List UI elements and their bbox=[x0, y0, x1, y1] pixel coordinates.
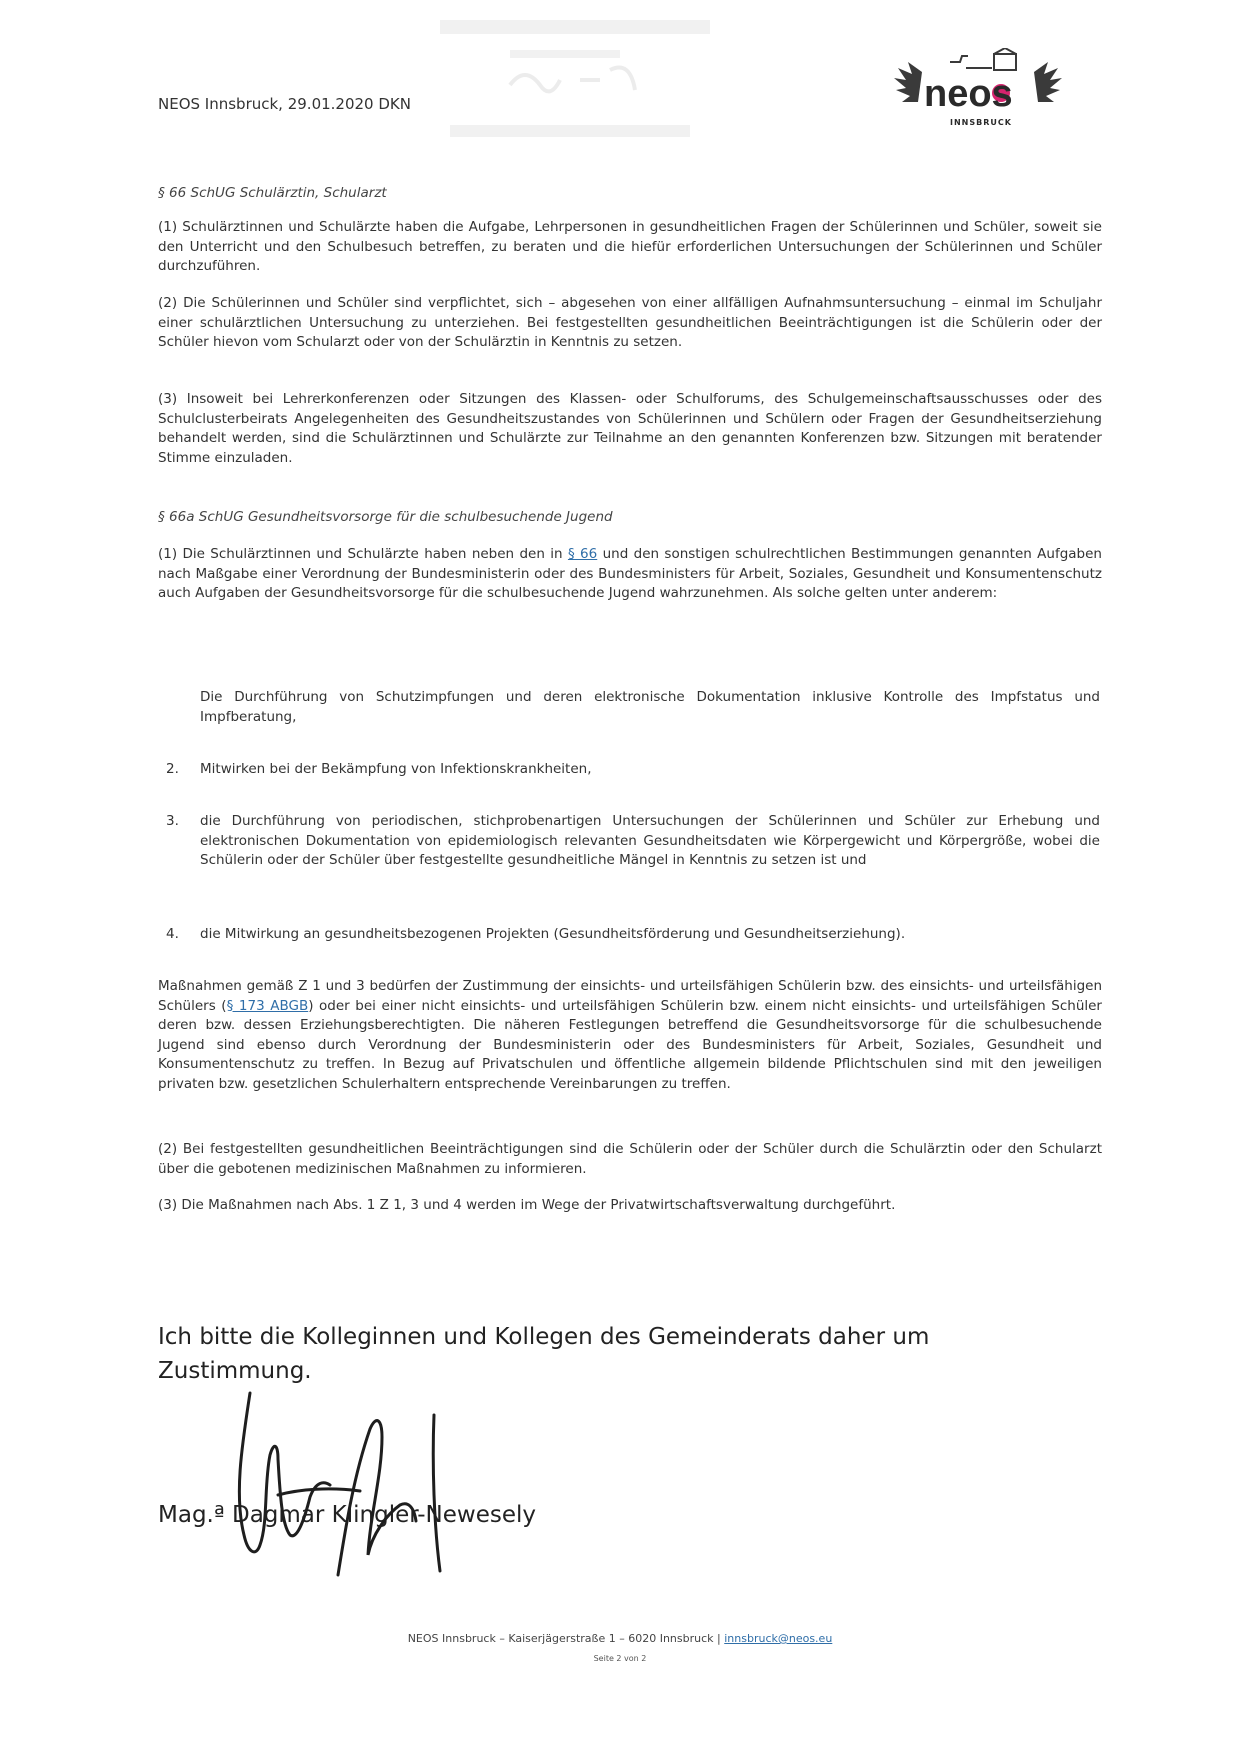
abgb-173-link[interactable]: § 173 ABGB bbox=[226, 997, 309, 1014]
text-run: ) oder bei einer nicht einsichts- und urteilsfähigen Schülerin bzw. einem nicht einsichts- und urteilsfähigen Schüler deren bzw. dessen Erziehungsberechtigten. Die näheren Festlegungen betreffend die Gesundheitsvorsorge für die schulbesuchende Jugend sind ebenso durch Verordnung der Bundesministerin oder des Bundesministers für Arbeit, Soziales, Gesundheit und Konsumentenschutz zu treffen. In Bezug auf Privatschulen und öffentliche allgemein bildende Pflichtschulen sind mit den jeweiligen privaten bzw. gesetzlichen Schulerhaltern entsprechende Vereinbarungen zu treffen. bbox=[158, 997, 1102, 1092]
list-item-number: 2. bbox=[166, 761, 179, 777]
section-66a-paragraph-2: (2) Bei festgestellten gesundheitlichen Beeinträchtigungen sind die Schülerin oder der Schüler durch die Schulärztin oder den Schularzt über die gebotenen medizinischen Maßnahmen zu informieren. bbox=[158, 1141, 1102, 1177]
neos-logo bbox=[888, 48, 1068, 134]
text-run: und den sonstigen schulrechtlichen Bestimmungen genannten Aufgaben nach Maßgabe einer Verordnung der Bundesministerin oder des Bundesministers für Arbeit, Soziales, Gesundheit und Konsumentenschutz auch Aufgaben der Gesundheitsvorsorge für die schulbesuchende Jugend wahrzunehmen. Als solche gelten unter anderem: bbox=[158, 546, 1102, 601]
section-66-link[interactable]: § 66 bbox=[567, 546, 598, 562]
section-66a-heading: § 66a SchUG Gesundheitsvorsorge für die schulbesuchende Jugend bbox=[158, 509, 613, 525]
list-item-text: die Mitwirkung an gesundheitsbezogenen Projekten (Gesundheitsförderung und Gesundheitserziehung). bbox=[200, 926, 906, 942]
footer-address bbox=[0, 1632, 1240, 1645]
logo-subtitle: INNSBRUCK bbox=[950, 118, 1012, 127]
measures-paragraph bbox=[158, 977, 1102, 1094]
list-item-number: 4. bbox=[166, 926, 179, 942]
section-66-paragraph-3: (3) Insoweit bei Lehrerkonferenzen oder Sitzungen des Klassen- oder Schulforums, des Schulgemeinschaftsausschusses oder des Schulclusterbeirats Angelegenheiten des Gesundheitszustandes von Schülerinnen und Schülern oder Fragen der Gesundheitserziehung behandelt werden, sind die Schulärztinnen und Schulärzte zur Teilnahme an den genannten Konferenzen bzw. Sitzungen mit beratender Stimme einzuladen. bbox=[158, 391, 1102, 466]
faint-stamp-mark bbox=[430, 10, 730, 160]
footer-email-link[interactable]: innsbruck@neos.eu bbox=[724, 1632, 833, 1645]
section-66a-paragraph-1 bbox=[158, 545, 1102, 604]
section-66a-paragraph-3: (3) Die Maßnahmen nach Abs. 1 Z 1, 3 und 4 werden im Wege der Privatwirtschaftsverwaltung durchgeführt. bbox=[158, 1197, 896, 1213]
section-66-paragraph-2: (2) Die Schülerinnen und Schüler sind verpflichtet, sich – abgesehen von einer allfälligen Aufnahmsuntersuchung – einmal im Schuljahr einer schulärztlichen Untersuchung zu unterziehen. Bei festgestellten gesundheitlichen Beeinträchtigungen ist die Schülerin oder der Schüler hievon vom Schularzt oder von der Schulärztin in Kenntnis zu setzen. bbox=[158, 295, 1102, 350]
section-66-paragraph-1: (1) Schulärztinnen und Schulärzte haben die Aufgabe, Lehrpersonen in gesundheitlichen Fragen der Schülerinnen und Schüler, soweit sie den Unterricht und den Schulbesuch betreffen, zu beraten und die hiefür erforderlichen Untersuchungen der Schülerinnen und Schüler durchzuführen. bbox=[158, 219, 1102, 274]
text-run: Maßnahmen gemäß Z 1 und 3 bedürfen der Zustimmung der einsichts- und urteilsfähigen Schülerin bzw. des einsichts- und urteilsfähigen Schülers ( bbox=[158, 978, 1102, 1014]
text-run: NEOS Innsbruck – Kaiserjägerstraße 1 – 6020 Innsbruck | bbox=[407, 1632, 725, 1645]
handwritten-signature bbox=[220, 1385, 480, 1585]
text-run: (1) Die Schulärztinnen und Schulärzte haben neben den in bbox=[158, 546, 568, 562]
place-date-line: NEOS Innsbruck, 29.01.2020 DKN bbox=[158, 95, 411, 113]
logo-wordmark: neos bbox=[924, 73, 1013, 115]
page-number: Seite 2 von 2 bbox=[593, 1654, 647, 1663]
list-item-number: 3. bbox=[166, 813, 179, 829]
list-item-text: die Durchführung von periodischen, stichprobenartigen Untersuchungen der Schülerinnen und Schüler zur Erhebung und elektronischen Dokumentation von epidemiologisch relevanten Gesundheitsdaten wie Körpergewicht und Körpergröße, wobei die Schülerin oder der Schüler über festgestellte gesundheitliche Mängel in Kenntnis zu setzen ist und bbox=[200, 813, 1100, 868]
section-66-heading: § 66 SchUG Schulärztin, Schularzt bbox=[158, 185, 387, 201]
list-item-text: Mitwirken bei der Bekämpfung von Infektionskrankheiten, bbox=[200, 761, 592, 777]
closing-request: Ich bitte die Kolleginnen und Kollegen des Gemeinderats daher um Zustimmung. bbox=[158, 1324, 930, 1384]
list-item-text: Die Durchführung von Schutzimpfungen und deren elektronische Dokumentation inklusive Kontrolle des Impfstatus und Impfberatung, bbox=[200, 689, 1100, 725]
signer-name: Mag.ª Dagmar Klingler-Newesely bbox=[158, 1502, 536, 1528]
